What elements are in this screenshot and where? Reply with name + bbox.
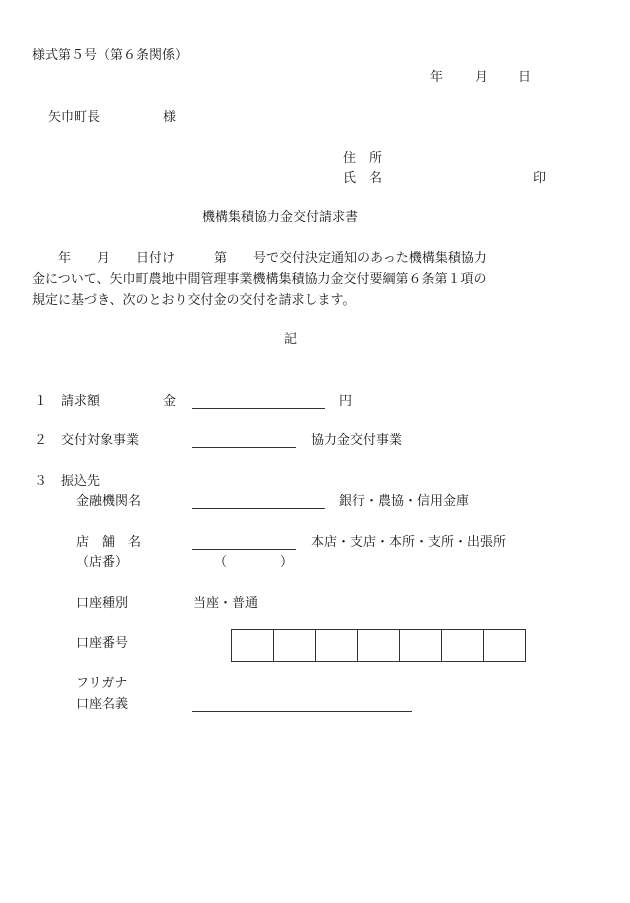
date-day-label: 日 bbox=[518, 70, 532, 85]
bank-name-line[interactable] bbox=[192, 508, 325, 509]
account-number-digit-box[interactable] bbox=[315, 629, 358, 662]
account-number-digit-box[interactable] bbox=[399, 629, 442, 662]
account-number-label: 口座番号 bbox=[76, 636, 129, 651]
name-label: 氏 名 bbox=[343, 171, 383, 186]
address-label: 住 所 bbox=[343, 151, 383, 166]
account-type-options: 当座・普通 bbox=[193, 596, 259, 611]
account-number-digit-box[interactable] bbox=[441, 629, 484, 662]
claim-amount-line[interactable] bbox=[192, 408, 325, 409]
addressee-name: 矢巾町長 bbox=[48, 110, 101, 125]
body-line-3: 規定に基づき、次のとおり交付金の交付を請求します。 bbox=[32, 293, 356, 308]
item3-label: 振込先 bbox=[61, 474, 101, 489]
account-number-boxes bbox=[231, 629, 526, 662]
branch-number-open-paren: （ bbox=[214, 555, 228, 570]
account-number-digit-box[interactable] bbox=[357, 629, 400, 662]
item2-label: 交付対象事業 bbox=[61, 433, 140, 448]
item2-number: ２ bbox=[34, 433, 48, 448]
target-business-line[interactable] bbox=[192, 447, 296, 448]
item1-suffix: 円 bbox=[339, 394, 353, 409]
seal-mark: 印 bbox=[533, 171, 547, 186]
account-holder-line[interactable] bbox=[192, 711, 412, 712]
account-type-label: 口座種別 bbox=[76, 596, 129, 611]
body-line-2: 金について、矢巾町農地中間管理事業機構集積協力金交付要綱第６条第１項の bbox=[32, 272, 487, 287]
account-number-digit-box[interactable] bbox=[273, 629, 316, 662]
body-line-1: 年 月 日付け 第 号で交付決定通知のあった機構集積協力 bbox=[32, 251, 487, 266]
account-holder-label: 口座名義 bbox=[76, 697, 129, 712]
furigana-label: フリガナ bbox=[76, 676, 128, 691]
branch-types: 本店・支店・本所・支所・出張所 bbox=[311, 535, 507, 550]
form-number: 様式第５号（第６条関係） bbox=[32, 48, 189, 63]
item1-number: １ bbox=[34, 394, 48, 409]
branch-number-label: （店番） bbox=[76, 555, 129, 570]
item1-prefix: 金 bbox=[163, 394, 177, 409]
branch-label: 店 舗 名 bbox=[76, 535, 142, 550]
account-number-digit-box[interactable] bbox=[483, 629, 526, 662]
account-number-digit-box[interactable] bbox=[231, 629, 274, 662]
item2-suffix: 協力金交付事業 bbox=[311, 433, 403, 448]
ki-heading: 記 bbox=[284, 332, 298, 347]
document-title: 機構集積協力金交付請求書 bbox=[202, 210, 359, 225]
branch-name-line[interactable] bbox=[192, 549, 296, 550]
body-paragraph bbox=[32, 248, 552, 311]
branch-number-close-paren: ） bbox=[280, 555, 294, 570]
bank-types: 銀行・農協・信用金庫 bbox=[339, 494, 470, 509]
item3-number: ３ bbox=[34, 474, 48, 489]
addressee-honorific: 様 bbox=[163, 110, 177, 125]
item1-label: 請求額 bbox=[61, 394, 101, 409]
date-year-label: 年 bbox=[430, 70, 444, 85]
bank-name-label: 金融機関名 bbox=[76, 494, 142, 509]
date-month-label: 月 bbox=[475, 70, 489, 85]
